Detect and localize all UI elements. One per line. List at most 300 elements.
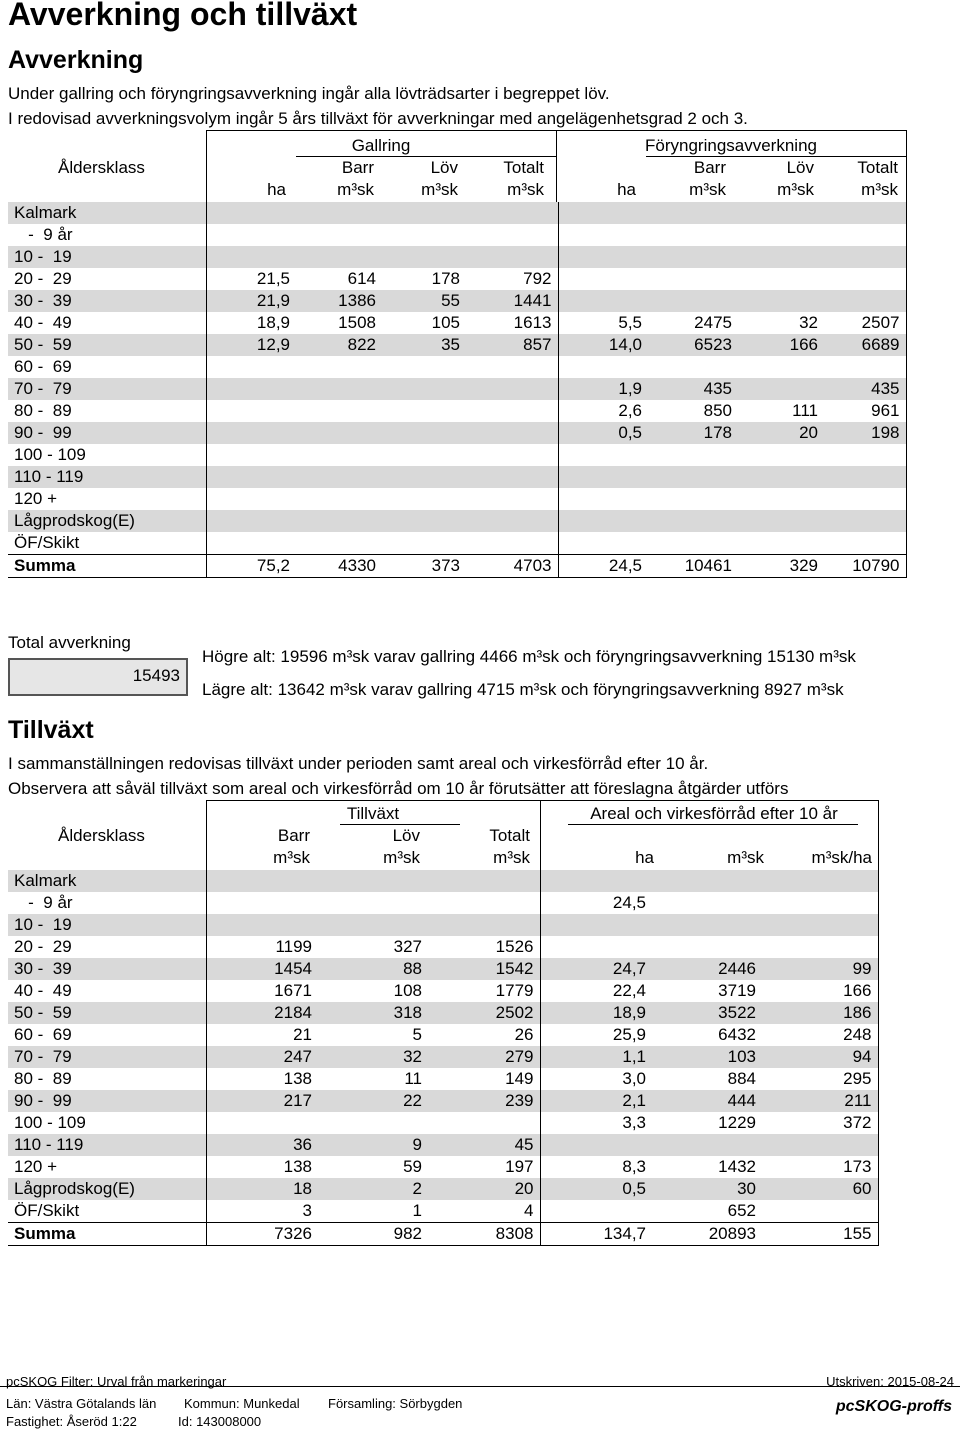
cell-f-lov	[738, 532, 824, 555]
footer-logo: pcSKOG-proffs	[835, 1398, 952, 1415]
cell-m3	[652, 870, 762, 892]
group-header-foryngring: Föryngringsavverkning	[645, 136, 817, 155]
cell-lov: 1	[412, 1201, 422, 1220]
cell-lov: 2	[318, 1178, 428, 1200]
cell-g-barr	[296, 510, 382, 532]
cell-barr: 36	[206, 1134, 318, 1156]
unit-f-tot: m³sk	[861, 180, 898, 199]
unit-g-tot: m³sk	[507, 180, 544, 199]
cell-lov: 5	[412, 1025, 422, 1044]
summa-row	[8, 555, 906, 578]
col2-header-lov: Löv	[392, 826, 420, 845]
col-header-f-lov: Löv	[786, 158, 814, 177]
cell-m3ha	[762, 1134, 878, 1156]
row-label: 100 - 109	[14, 445, 86, 464]
cell-f-tot: 961	[824, 400, 906, 422]
row-label: Kalmark	[8, 870, 206, 892]
cell-g-barr: 822	[296, 334, 382, 356]
cell-g-lov	[382, 466, 466, 488]
cell-ha: 25,9	[540, 1024, 652, 1046]
table-row	[8, 400, 906, 422]
cell-m3: 3719	[718, 981, 756, 1000]
cell-g-lov	[382, 488, 466, 510]
group-header-tillvaxt: Tillväxt	[346, 804, 400, 823]
row-label: 70 - 79	[8, 1046, 206, 1068]
cell-f-barr: 2475	[694, 313, 732, 332]
cell-tot: 1526	[495, 937, 534, 956]
row-label: ÖF/Skikt	[14, 1201, 80, 1220]
group-underline-gallring	[296, 156, 556, 157]
table-row	[8, 892, 878, 914]
cell-f-tot	[824, 290, 906, 312]
cell-g-ha	[206, 466, 296, 488]
avverkning-intro-1: Under gallring och föryngringsavverkning ingår alla lövträdsarter i begreppet löv.	[8, 84, 610, 103]
cell-f-lov: 329	[738, 555, 824, 578]
table-row	[8, 870, 878, 892]
cell-f-tot	[824, 532, 906, 555]
table-row	[8, 422, 906, 444]
cell-tot: 197	[505, 1157, 534, 1176]
unit2-m3skha: m³sk/ha	[811, 848, 872, 867]
cell-ha: 1,1	[540, 1046, 652, 1068]
cell-f-ha	[558, 466, 648, 488]
table-row	[8, 1090, 878, 1112]
cell-m3ha: 295	[762, 1068, 878, 1090]
cell-f-barr	[648, 444, 738, 466]
cell-m3ha	[762, 936, 878, 958]
cell-g-ha	[206, 510, 296, 532]
row-label: Summa	[8, 555, 206, 578]
cell-g-lov	[382, 202, 466, 224]
cell-g-lov	[382, 510, 466, 532]
unit2-tot: m³sk	[493, 848, 530, 867]
row-label: Lågprodskog(E)	[8, 1178, 206, 1200]
cell-ha: 24,7	[540, 958, 652, 980]
footer-fastighet: Fastighet: Åseröd 1:22	[6, 1414, 137, 1429]
cell-tot: 26	[514, 1025, 534, 1044]
table-row	[8, 1178, 878, 1200]
cell-f-barr	[648, 510, 738, 532]
unit2-m3sk: m³sk	[727, 848, 764, 867]
col2-header-alder: Åldersklass	[58, 826, 145, 845]
row-label: 50 - 59	[8, 1002, 206, 1024]
cell-tot	[428, 892, 540, 914]
row-label: 110 - 119	[8, 1134, 206, 1156]
cell-f-lov	[738, 268, 824, 290]
cell-f-barr: 10461	[648, 555, 738, 578]
cell-lov: 108	[393, 981, 422, 1000]
cell-ha	[540, 936, 652, 958]
cell-f-tot: 435	[824, 378, 906, 400]
cell-m3ha	[762, 1200, 878, 1223]
row-label: 60 - 69	[14, 357, 72, 376]
cell-f-ha	[558, 202, 648, 224]
cell-f-tot	[824, 510, 906, 532]
cell-barr	[206, 870, 318, 892]
cell-g-tot: 1613	[513, 313, 552, 332]
cell-m3ha: 155	[762, 1223, 878, 1246]
group-header-areal: Areal och virkesförråd efter 10 år	[590, 804, 838, 823]
cell-lov: 9	[318, 1134, 428, 1156]
cell-g-barr	[296, 202, 382, 224]
table-row	[8, 312, 906, 334]
unit2-ha: ha	[635, 848, 654, 867]
header2-right-line	[878, 800, 879, 870]
cell-barr: 138	[206, 1156, 318, 1178]
cell-g-tot: 857	[466, 334, 558, 356]
cell-barr	[206, 914, 318, 936]
table-row	[8, 510, 906, 532]
cell-g-ha	[206, 532, 296, 555]
cell-g-tot: 1441	[466, 290, 558, 312]
section-heading-avverkning: Avverkning	[8, 46, 144, 74]
header2-left-line	[206, 800, 207, 870]
cell-lov: 327	[393, 937, 422, 956]
cell-g-barr	[296, 444, 382, 466]
cell-f-lov	[738, 466, 824, 488]
cell-f-ha	[558, 356, 648, 378]
cell-tot: 279	[428, 1046, 540, 1068]
table-row	[8, 466, 906, 488]
table-row	[8, 224, 906, 246]
cell-g-barr	[296, 400, 382, 422]
cell-m3ha: 372	[762, 1112, 878, 1134]
avverkning-table	[8, 202, 907, 578]
cell-f-ha	[558, 532, 648, 555]
unit-g-lov: m³sk	[421, 180, 458, 199]
col2-header-barr: Barr	[277, 826, 310, 845]
cell-g-lov	[382, 532, 466, 555]
header2-mid-line	[540, 800, 541, 870]
cell-g-barr: 1508	[338, 313, 376, 332]
header2-top-line	[206, 800, 878, 801]
cell-m3ha: 94	[762, 1046, 878, 1068]
cell-g-lov: 55	[382, 290, 466, 312]
unit-g-barr: m³sk	[337, 180, 374, 199]
cell-tot: 149	[505, 1069, 534, 1088]
cell-barr: 18	[206, 1178, 318, 1200]
table-row	[8, 1200, 878, 1223]
cell-f-lov	[738, 510, 824, 532]
row-label: 30 - 39	[8, 958, 206, 980]
cell-m3: 1229	[718, 1113, 756, 1132]
cell-ha: 134,7	[540, 1223, 652, 1246]
cell-ha: 2,1	[540, 1090, 652, 1112]
cell-f-ha: 5,5	[558, 312, 648, 334]
cell-g-lov: 105	[431, 313, 460, 332]
cell-f-barr	[648, 202, 738, 224]
cell-f-tot	[824, 202, 906, 224]
cell-g-tot	[466, 378, 558, 400]
unit-g-ha: ha	[267, 180, 286, 199]
cell-m3	[652, 936, 762, 958]
cell-f-lov	[738, 224, 824, 246]
col-header-g-lov: Löv	[430, 158, 458, 177]
hogre-alt-text: Högre alt: 19596 m³sk varav gallring 4466 m³sk och föryngringsavverkning 15130 m³sk	[202, 647, 856, 666]
col-header-g-barr: Barr	[341, 158, 374, 177]
footer-kommun: Kommun: Munkedal	[184, 1396, 300, 1411]
cell-g-lov	[382, 246, 466, 268]
tillvaxt-intro-2: Observera att såväl tillväxt som areal och virkesförråd om 10 år förutsätter att föreslagna åtgärder utförs	[8, 779, 789, 798]
cell-g-ha	[206, 400, 296, 422]
cell-g-barr: 1386	[296, 290, 382, 312]
footer-filter: pcSKOG Filter: Urval från markeringar	[6, 1374, 227, 1389]
cell-f-barr	[648, 532, 738, 555]
cell-ha	[540, 1134, 652, 1156]
cell-g-tot: 792	[523, 269, 552, 288]
cell-g-ha: 12,9	[206, 334, 296, 356]
cell-f-tot: 2507	[824, 312, 906, 334]
cell-f-barr	[648, 488, 738, 510]
cell-g-ha	[206, 224, 296, 246]
cell-f-ha	[558, 290, 648, 312]
cell-g-lov: 178	[431, 269, 460, 288]
cell-lov: 318	[318, 1002, 428, 1024]
table-row	[8, 1002, 878, 1024]
avverkning-intro-2: I redovisad avverkningsvolym ingår 5 års tillväxt för avverkningar med angelägenhetsgrad 2 och 3.	[8, 109, 748, 128]
cell-barr	[206, 892, 318, 914]
cell-g-ha: 21,9	[206, 290, 296, 312]
row-label: 120 +	[14, 1157, 58, 1176]
cell-g-tot	[466, 466, 558, 488]
header-left-line	[206, 130, 207, 202]
table-row	[8, 290, 906, 312]
cell-m3ha	[762, 870, 878, 892]
cell-g-tot	[466, 400, 558, 422]
section-heading-tillvaxt: Tillväxt	[8, 716, 94, 744]
cell-ha	[540, 870, 652, 892]
cell-ha: 0,5	[540, 1178, 652, 1200]
cell-g-ha: 18,9	[206, 312, 296, 334]
col-header-g-totalt: Totalt	[503, 158, 544, 177]
table-row	[8, 1024, 878, 1046]
total-avverkning-value: 15493	[132, 666, 180, 685]
cell-f-lov: 32	[799, 313, 818, 332]
cell-f-tot	[824, 466, 906, 488]
table-row	[8, 914, 878, 936]
cell-tot: 1542	[428, 958, 540, 980]
tillvaxt-table	[8, 870, 879, 1246]
col2-header-totalt: Totalt	[489, 826, 530, 845]
cell-m3ha: 60	[762, 1178, 878, 1200]
cell-g-ha: 21,5	[206, 268, 296, 290]
unit-f-lov: m³sk	[777, 180, 814, 199]
lagre-alt-text: Lägre alt: 13642 m³sk varav gallring 4715 m³sk och föryngringsavverkning 8927 m³sk	[202, 680, 844, 699]
cell-m3ha	[762, 914, 878, 936]
cell-g-tot	[466, 246, 558, 268]
cell-g-lov	[382, 224, 466, 246]
row-label: 10 - 19	[8, 246, 206, 268]
cell-g-barr	[296, 422, 382, 444]
cell-g-ha: 75,2	[206, 555, 296, 578]
cell-m3: 444	[652, 1090, 762, 1112]
cell-f-tot	[824, 224, 906, 246]
cell-f-tot: 10790	[824, 555, 906, 578]
cell-barr: 217	[206, 1090, 318, 1112]
cell-lov: 982	[318, 1223, 428, 1246]
cell-barr	[206, 1112, 318, 1134]
table-row	[8, 532, 906, 555]
cell-m3	[652, 1134, 762, 1156]
cell-m3: 884	[727, 1069, 756, 1088]
unit-f-barr: m³sk	[689, 180, 726, 199]
cell-f-lov	[738, 356, 824, 378]
cell-m3ha: 166	[762, 980, 878, 1002]
cell-f-tot: 198	[824, 422, 906, 444]
cell-lov: 59	[403, 1157, 422, 1176]
table-row	[8, 334, 906, 356]
cell-g-lov: 373	[382, 555, 466, 578]
cell-tot: 239	[428, 1090, 540, 1112]
cell-m3: 103	[652, 1046, 762, 1068]
cell-f-lov: 166	[738, 334, 824, 356]
cell-g-lov	[382, 422, 466, 444]
cell-g-lov	[382, 378, 466, 400]
cell-f-tot	[824, 488, 906, 510]
cell-m3	[652, 892, 762, 914]
summa-row	[8, 1223, 878, 1246]
footer-id: Id: 143008000	[178, 1414, 262, 1429]
cell-g-ha	[206, 356, 296, 378]
cell-m3ha: 186	[762, 1002, 878, 1024]
cell-f-lov	[738, 444, 824, 466]
cell-m3: 2446	[652, 958, 762, 980]
cell-barr: 247	[206, 1046, 318, 1068]
cell-f-barr	[648, 246, 738, 268]
table-row	[8, 1068, 878, 1090]
cell-f-ha	[558, 488, 648, 510]
cell-ha: 18,9	[540, 1002, 652, 1024]
cell-f-ha: 24,5	[558, 555, 648, 578]
cell-f-barr: 178	[648, 422, 738, 444]
row-label: - 9 år	[14, 225, 73, 244]
cell-f-lov	[738, 290, 824, 312]
cell-g-barr	[296, 224, 382, 246]
cell-barr: 1454	[206, 958, 318, 980]
cell-m3ha: 211	[762, 1090, 878, 1112]
cell-f-tot: 6689	[824, 334, 906, 356]
cell-f-lov	[738, 378, 824, 400]
cell-g-lov: 35	[382, 334, 466, 356]
cell-ha: 8,3	[540, 1156, 652, 1178]
cell-g-barr: 4330	[296, 555, 382, 578]
cell-f-tot	[824, 268, 906, 290]
row-label: Lågprodskog(E)	[8, 510, 206, 532]
cell-lov: 88	[318, 958, 428, 980]
footer-lan: Län: Västra Götalands län	[6, 1396, 157, 1411]
cell-tot	[428, 914, 540, 936]
row-label: 100 - 109	[14, 1113, 86, 1132]
group-header-gallring: Gallring	[351, 136, 411, 155]
table-row	[8, 1134, 878, 1156]
cell-f-ha	[558, 268, 648, 290]
col-header-f-totalt: Totalt	[857, 158, 898, 177]
row-label: 40 - 49	[14, 981, 72, 1000]
cell-f-lov: 111	[792, 401, 818, 420]
cell-g-barr	[296, 378, 382, 400]
cell-barr: 2184	[206, 1002, 318, 1024]
cell-g-ha	[206, 422, 296, 444]
row-label: ÖF/Skikt	[14, 533, 80, 552]
row-label: 50 - 59	[8, 334, 206, 356]
cell-g-tot	[466, 224, 558, 246]
unit2-lov: m³sk	[383, 848, 420, 867]
table-row	[8, 268, 906, 290]
cell-g-tot	[466, 488, 558, 510]
col-header-alder: Åldersklass	[58, 158, 145, 177]
cell-f-barr: 435	[648, 378, 738, 400]
cell-f-barr	[648, 356, 738, 378]
table-row	[8, 958, 878, 980]
cell-m3	[652, 914, 762, 936]
cell-f-ha	[558, 510, 648, 532]
cell-ha: 24,5	[540, 892, 652, 914]
cell-m3: 652	[727, 1201, 756, 1220]
table-row	[8, 246, 906, 268]
cell-f-barr: 6523	[648, 334, 738, 356]
table-row	[8, 378, 906, 400]
cell-g-barr	[296, 246, 382, 268]
tillvaxt-intro-1: I sammanställningen redovisas tillväxt under perioden samt areal och virkesförråd efter 10 år.	[8, 754, 709, 773]
cell-m3ha: 99	[762, 958, 878, 980]
cell-tot: 1779	[495, 981, 534, 1000]
footer-forsamling: Församling: Sörbygden	[328, 1396, 463, 1411]
cell-m3: 3522	[652, 1002, 762, 1024]
cell-g-tot	[466, 532, 558, 555]
cell-tot: 45	[428, 1134, 540, 1156]
cell-barr: 138	[206, 1068, 318, 1090]
cell-barr: 7326	[206, 1223, 318, 1246]
group-underline-areal	[568, 824, 858, 825]
cell-f-tot	[824, 444, 906, 466]
cell-g-barr	[296, 466, 382, 488]
cell-lov	[318, 914, 428, 936]
cell-barr: 21	[206, 1024, 318, 1046]
cell-g-ha	[206, 246, 296, 268]
cell-ha	[540, 1200, 652, 1223]
cell-g-tot	[466, 356, 558, 378]
table-row	[8, 202, 906, 224]
cell-g-lov	[382, 356, 466, 378]
cell-tot: 8308	[428, 1223, 540, 1246]
cell-g-ha	[206, 378, 296, 400]
row-label: 110 - 119	[8, 466, 206, 488]
cell-ha: 22,4	[540, 980, 652, 1002]
table-row	[8, 980, 878, 1002]
cell-lov	[318, 1112, 428, 1134]
row-label: 90 - 99	[8, 1090, 206, 1112]
cell-g-ha	[206, 444, 296, 466]
table-row	[8, 1156, 878, 1178]
row-label: 80 - 89	[14, 1069, 72, 1088]
cell-m3ha: 248	[762, 1024, 878, 1046]
cell-f-lov	[738, 488, 824, 510]
cell-g-barr	[296, 488, 382, 510]
total-avverkning-box	[8, 658, 188, 696]
row-label: 20 - 29	[14, 937, 72, 956]
row-label: - 9 år	[14, 893, 73, 912]
cell-tot	[428, 1112, 540, 1134]
cell-f-ha: 14,0	[558, 334, 648, 356]
table-row	[8, 1046, 878, 1068]
footer-printed: Utskriven: 2015-08-24	[826, 1374, 954, 1389]
cell-ha: 3,0	[540, 1068, 652, 1090]
cell-f-lov	[738, 246, 824, 268]
unit-f-ha: ha	[617, 180, 636, 199]
cell-lov	[318, 870, 428, 892]
cell-g-barr: 614	[347, 269, 376, 288]
cell-g-ha	[206, 202, 296, 224]
